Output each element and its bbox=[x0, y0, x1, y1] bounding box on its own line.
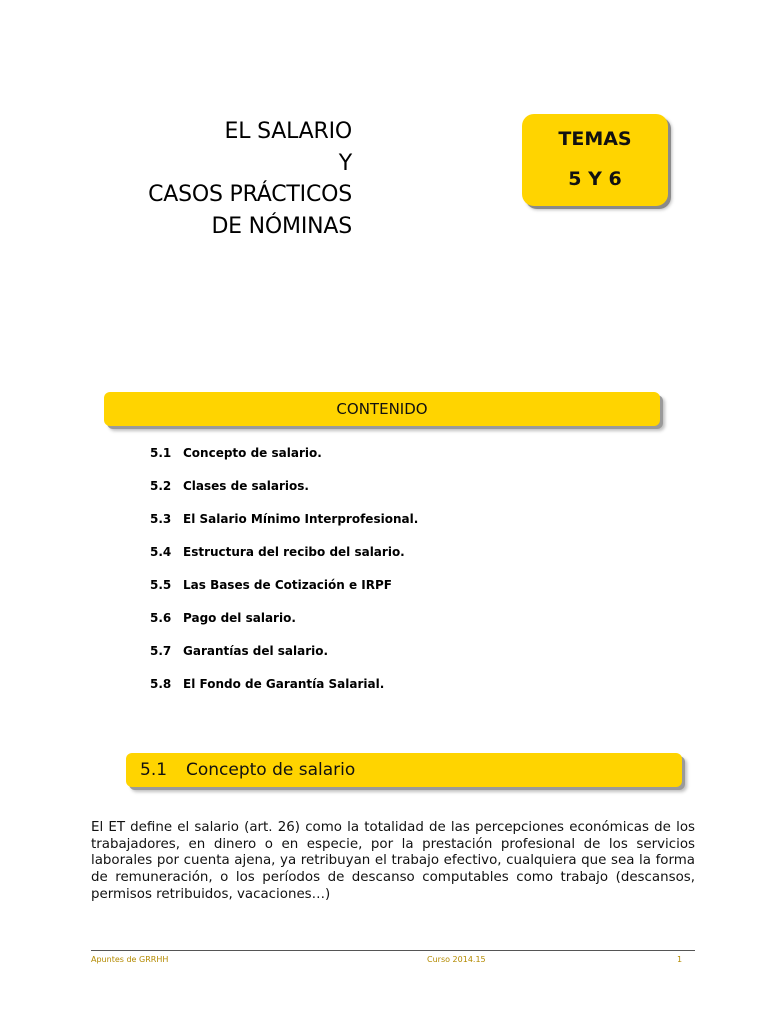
footer-course: Curso 2014.15 bbox=[427, 955, 486, 964]
toc-item-text: El Fondo de Garantía Salarial. bbox=[183, 677, 385, 691]
toc-item bbox=[150, 675, 418, 708]
footer-source: Apuntes de GRRHH bbox=[91, 955, 169, 964]
toc-item-number: 5.4 bbox=[150, 545, 172, 559]
footer-page-number: 1 bbox=[677, 955, 683, 964]
toc-item bbox=[150, 543, 418, 576]
toc-item-number: 5.5 bbox=[150, 578, 172, 592]
body-paragraph: El ET define el salario (art. 26) como la totalidad de las percepciones económicas de los trabajadores, en dinero o en especie, por la prestación profesional de los servicios laborales por cuenta ajena, ya retribuyan el trabajo efectivo, cualquiera que sea la forma de remuneración, o los períodos de descanso computables como trabajo (descansos, permisos retribuidos, vacaciones…) bbox=[91, 820, 695, 902]
toc-item-number: 5.3 bbox=[150, 512, 172, 526]
temas-numbers: 5 Y 6 bbox=[568, 168, 622, 190]
contenido-banner bbox=[104, 392, 660, 426]
section-number: 5.1 bbox=[140, 760, 168, 780]
toc-item-text: El Salario Mínimo Interprofesional. bbox=[183, 512, 419, 526]
section-title: Concepto de salario bbox=[186, 760, 356, 780]
contenido-label: CONTENIDO bbox=[336, 400, 428, 418]
temas-label: TEMAS bbox=[558, 128, 632, 150]
toc-item-text: Clases de salarios. bbox=[183, 479, 309, 493]
toc-item-text: Pago del salario. bbox=[183, 611, 296, 625]
section-heading-banner bbox=[126, 753, 682, 787]
toc-item-text: Las Bases de Cotización e IRPF bbox=[183, 578, 393, 592]
toc-item-number: 5.2 bbox=[150, 479, 172, 493]
title-line-4: DE NÓMINAS bbox=[211, 213, 352, 239]
toc-item bbox=[150, 609, 418, 642]
toc-item bbox=[150, 444, 418, 477]
title-line-3: CASOS PRÁCTICOS bbox=[148, 182, 352, 207]
toc-item bbox=[150, 477, 418, 510]
toc-item-number: 5.8 bbox=[150, 677, 172, 691]
toc-item bbox=[150, 576, 418, 609]
table-of-contents bbox=[150, 444, 418, 708]
title-line-1: EL SALARIO bbox=[224, 119, 352, 144]
toc-item-number: 5.1 bbox=[150, 446, 172, 460]
temas-badge bbox=[522, 114, 668, 206]
toc-item-number: 5.6 bbox=[150, 611, 172, 625]
toc-item bbox=[150, 642, 418, 675]
toc-item-number: 5.7 bbox=[150, 644, 172, 658]
footer-divider bbox=[91, 950, 695, 951]
title-line-2: Y bbox=[338, 150, 352, 176]
toc-item-text: Concepto de salario. bbox=[183, 446, 322, 460]
toc-item bbox=[150, 510, 418, 543]
document-title bbox=[60, 116, 352, 242]
toc-item-text: Garantías del salario. bbox=[183, 644, 329, 658]
toc-item-text: Estructura del recibo del salario. bbox=[183, 545, 405, 559]
